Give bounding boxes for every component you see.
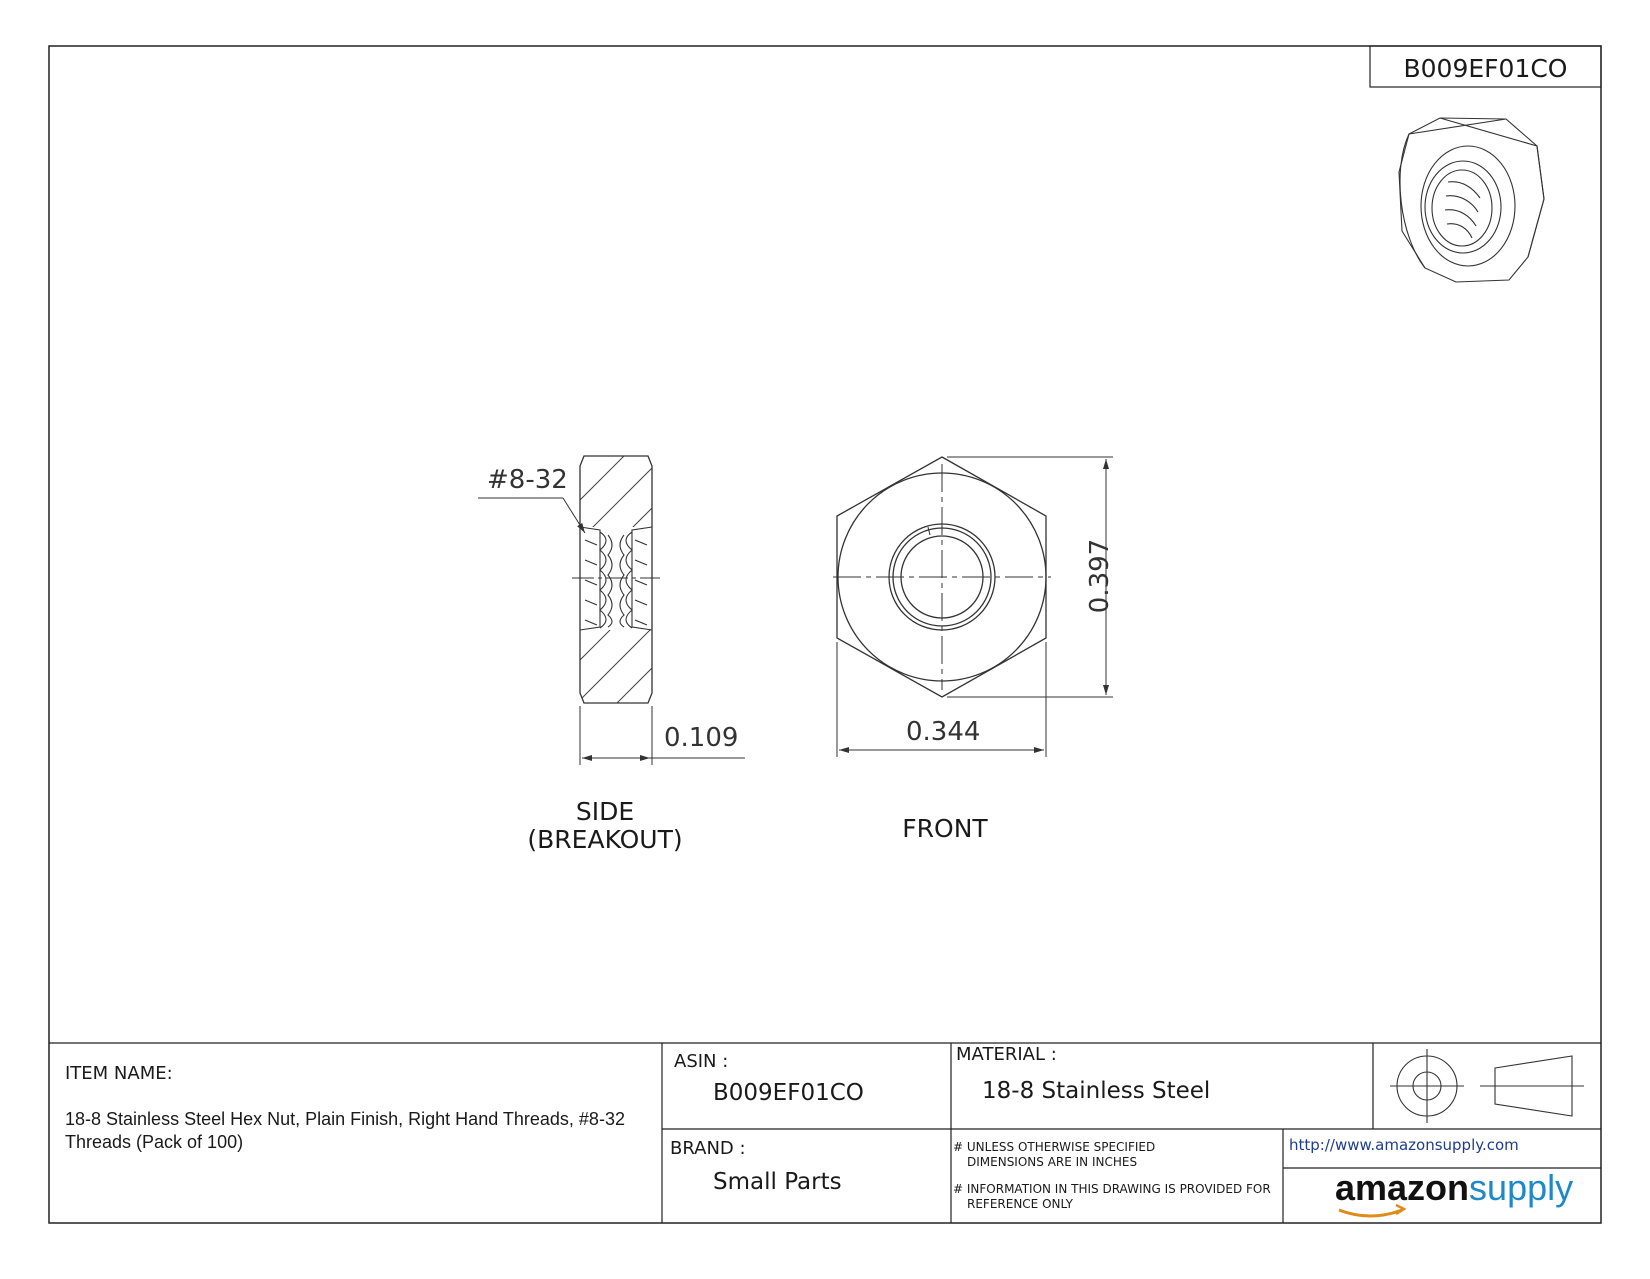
part-number: B009EF01CO [1403,54,1568,83]
item-name-line2: Threads (Pack of 100) [65,1132,244,1152]
height-value: 0.397 [1085,538,1115,614]
units-note-line1: # UNLESS OTHERWISE SPECIFIED [953,1140,1156,1154]
front-view-label: FRONT [902,814,988,843]
material-value: 18-8 Stainless Steel [982,1078,1211,1104]
units-note [953,1140,1155,1170]
brand-label: BRAND : [670,1138,746,1159]
asin-label: ASIN : [674,1051,729,1072]
amazonsupply-logo [1335,1167,1573,1209]
item-name-value [65,1108,655,1154]
thread-callout: #8-32 [487,465,568,495]
side-label-line1: SIDE [575,797,635,826]
side-label-line2: (BREAKOUT) [527,825,683,854]
projection-symbol [1390,1049,1584,1123]
reference-note-line1: # INFORMATION IN THIS DRAWING IS PROVIDED FOR [953,1182,1271,1196]
side-view-label [500,798,710,854]
iso-nut-view [1399,118,1544,282]
thickness-value: 0.109 [664,723,739,753]
item-name-line1: 18-8 Stainless Steel Hex Nut, Plain Finish, Right Hand Threads, #8-32 [65,1109,625,1129]
side-view [540,400,680,780]
amazonsupply-link[interactable]: http://www.amazonsupply.com [1289,1136,1519,1154]
material-label: MATERIAL : [956,1044,1057,1065]
item-name-label: ITEM NAME: [65,1063,173,1084]
logo-supply: supply [1469,1167,1574,1208]
reference-note-line2: REFERENCE ONLY [967,1197,1073,1211]
sheet-border [49,46,1601,1223]
logo-amazon: amazon [1335,1167,1470,1208]
front-view [833,457,1051,697]
thread-callout-leader [478,498,585,533]
asin-value: B009EF01CO [713,1080,864,1106]
amazon-smile-icon [1339,1210,1402,1216]
units-note-line2: DIMENSIONS ARE IN INCHES [967,1155,1138,1169]
brand-value: Small Parts [713,1169,842,1195]
reference-note [953,1182,1271,1212]
width-value: 0.344 [906,717,981,747]
